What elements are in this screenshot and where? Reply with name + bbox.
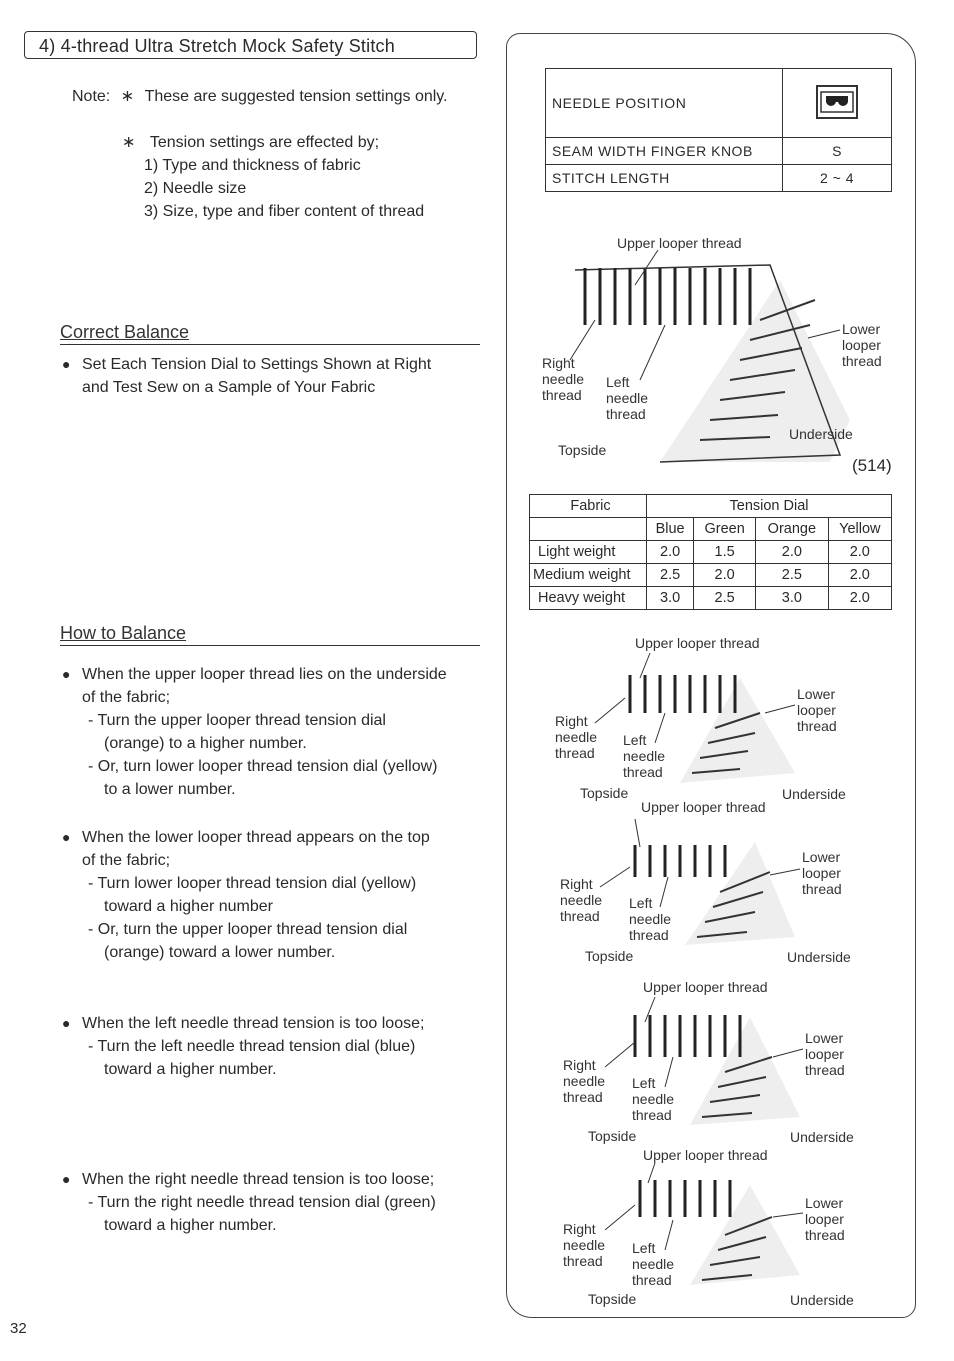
page-title: 4) 4-thread Ultra Stretch Mock Safety Stitch (24, 31, 477, 59)
needle-position-label: NEEDLE POSITION (546, 69, 783, 138)
upper-looper-label: Upper looper thread (635, 635, 760, 651)
underside-label: Underside (790, 1129, 854, 1145)
right-needle-label: Right needle thread (542, 355, 585, 403)
lower-looper-label: Lower looper thread (797, 686, 837, 734)
color-header: Yellow (828, 518, 891, 541)
seam-width-value: S (783, 138, 892, 165)
how-to-balance-heading: How to Balance (60, 623, 480, 646)
needle-position-icon-cell (783, 69, 892, 138)
stitch-figure-2 (550, 633, 870, 803)
stitch-figure-5 (560, 1145, 880, 1315)
correct-balance-heading: Correct Balance (60, 322, 480, 345)
underside-label: Underside (787, 949, 851, 965)
underside-label: Underside (782, 786, 846, 802)
table-row: Medium weight 2.5 2.0 2.5 2.0 (530, 564, 892, 587)
lower-looper-label: Lower looper thread (805, 1195, 845, 1243)
tension-dial-header: Tension Dial (647, 495, 892, 518)
needle-position-icon (814, 83, 860, 121)
fabric-header: Fabric (530, 495, 647, 518)
lower-looper-label: Lower looper thread (842, 321, 882, 369)
table-row: Light weight 2.0 1.5 2.0 2.0 (530, 541, 892, 564)
underside-label: Underside (789, 426, 853, 442)
left-needle-label: Left needle thread (623, 732, 666, 780)
note-text-2: Tension settings are effected by; (149, 134, 380, 151)
right-needle-label: Right needle thread (560, 876, 603, 924)
upper-looper-label: Upper looper thread (643, 1147, 768, 1163)
color-header: Orange (756, 518, 829, 541)
note-line-1 (72, 85, 448, 108)
figure-number: (514) (852, 456, 892, 475)
topside-label: Topside (588, 1128, 637, 1144)
right-needle-label: Right needle thread (563, 1057, 606, 1105)
stitch-length-value: 2 ~ 4 (783, 165, 892, 192)
right-needle-label: Right needle thread (563, 1221, 606, 1269)
note-prefix: Note: (72, 88, 111, 105)
lower-looper-label: Lower looper thread (802, 849, 842, 897)
page-number: 32 (10, 1320, 27, 1337)
balance-bullet-1: ● When the upper looper thread lies on the underside of the fabric; - Turn the upper looper thread tension dial (orange) to a higher number. - Or, turn lower looper thread tension dial (yellow) to a lower number. (62, 666, 447, 798)
note-line-2 (122, 131, 379, 154)
lower-looper-label: Lower looper thread (805, 1030, 845, 1078)
note-item: 1) Type and thickness of fabric (144, 157, 361, 174)
table-row: Heavy weight 3.0 2.5 3.0 2.0 (530, 587, 892, 610)
color-header: Blue (647, 518, 694, 541)
balance-bullet-3: ● When the left needle thread tension is too loose; - Turn the left needle thread tension dial (blue) toward a higher number. (62, 1015, 425, 1078)
note-item: 3) Size, type and fiber content of thread (144, 203, 425, 220)
right-needle-label: Right needle thread (555, 713, 598, 761)
note-text-1: These are suggested tension settings only. (144, 88, 448, 105)
left-needle-label: Left needle thread (606, 374, 649, 422)
note-star: ∗ (122, 134, 136, 151)
left-needle-label: Left needle thread (632, 1240, 675, 1288)
stitch-length-label: STITCH LENGTH (546, 165, 783, 192)
color-header: Green (694, 518, 756, 541)
stitch-figure-4 (560, 977, 880, 1147)
tension-table (529, 494, 892, 610)
note-star: ∗ (120, 88, 135, 105)
correct-balance-text: ● Set Each Tension Dial to Settings Shown at Right and Test Sew on a Sample of Your Fabric (62, 356, 432, 396)
upper-looper-label: Upper looper thread (641, 799, 766, 815)
stitch-figure-3 (555, 797, 875, 967)
underside-label: Underside (790, 1292, 854, 1308)
topside-label: Topside (588, 1291, 637, 1307)
upper-looper-label: Upper looper thread (643, 979, 768, 995)
topside-label: Topside (585, 948, 634, 964)
stitch-figure-main (540, 230, 910, 470)
note-item: 2) Needle size (144, 180, 247, 197)
settings-table (545, 68, 892, 192)
left-needle-label: Left needle thread (629, 895, 672, 943)
seam-width-label: SEAM WIDTH FINGER KNOB (546, 138, 783, 165)
topside-label: Topside (558, 442, 607, 458)
topside-label: Topside (580, 785, 629, 801)
balance-bullet-4: ● When the right needle thread tension is too loose; - Turn the right needle thread tension dial (green) toward a higher number. (62, 1171, 436, 1234)
left-needle-label: Left needle thread (632, 1075, 675, 1123)
balance-bullet-2: ● When the lower looper thread appears on the top of the fabric; - Turn lower looper thread tension dial (yellow) toward a higher number - Or, turn the upper looper thread tension dial (orange) toward a lower number. (62, 829, 430, 961)
upper-looper-label: Upper looper thread (617, 235, 742, 251)
